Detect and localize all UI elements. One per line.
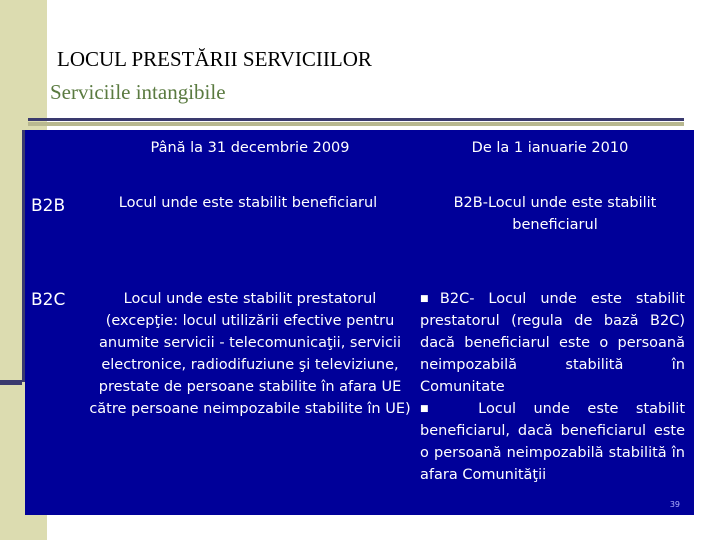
- b2c-before-cell: Locul unde este stabilit prestatorul (excepţie: locul utilizării efective pentru anumite servicii - telecomunicaţii, servicii electronice, radiodifuziune şi televiziune, prestate de persoane stabilite în afara UE către persoane neimpozabile stabilite în UE): [89, 291, 411, 417]
- b2b-after-cell: B2B-Locul unde este stabilit beneficiarul: [453, 195, 657, 233]
- b2b-before-cell: Locul unde este stabilit beneficiarul: [118, 195, 378, 211]
- slide-title: LOCUL PRESTĂRII SERVICIILOR: [57, 47, 372, 71]
- comparison-table: [25, 130, 694, 515]
- header-col-before: Până la 31 decembrie 2009: [150, 140, 350, 156]
- list-item: ■ B2C- Locul unde este stabilit prestatorul (regula de bază B2C) dacă beneficiarul este o persoană neimpozabilă stabilită în Comunitate: [420, 291, 685, 395]
- bullet-icon: ■: [420, 294, 438, 304]
- list-item: ■ Locul unde este stabilit beneficiarul, dacă beneficiarul este o persoană neimpozabilă stabilită în afara Comunităţii: [420, 401, 686, 483]
- row-label-b2b: B2B: [31, 196, 66, 216]
- row-label-b2c: B2C: [31, 290, 66, 310]
- b2c-after-cell: [420, 288, 685, 486]
- header-col-after: De la 1 ianuarie 2010: [471, 140, 629, 156]
- title-rule-light: [28, 122, 684, 126]
- page-number: 39: [669, 500, 680, 509]
- title-rule-dark: [28, 118, 684, 121]
- sidebar-accent-bar: [0, 380, 22, 385]
- bullet-icon: ■: [420, 404, 442, 414]
- slide-subtitle: Serviciile intangibile: [50, 80, 226, 104]
